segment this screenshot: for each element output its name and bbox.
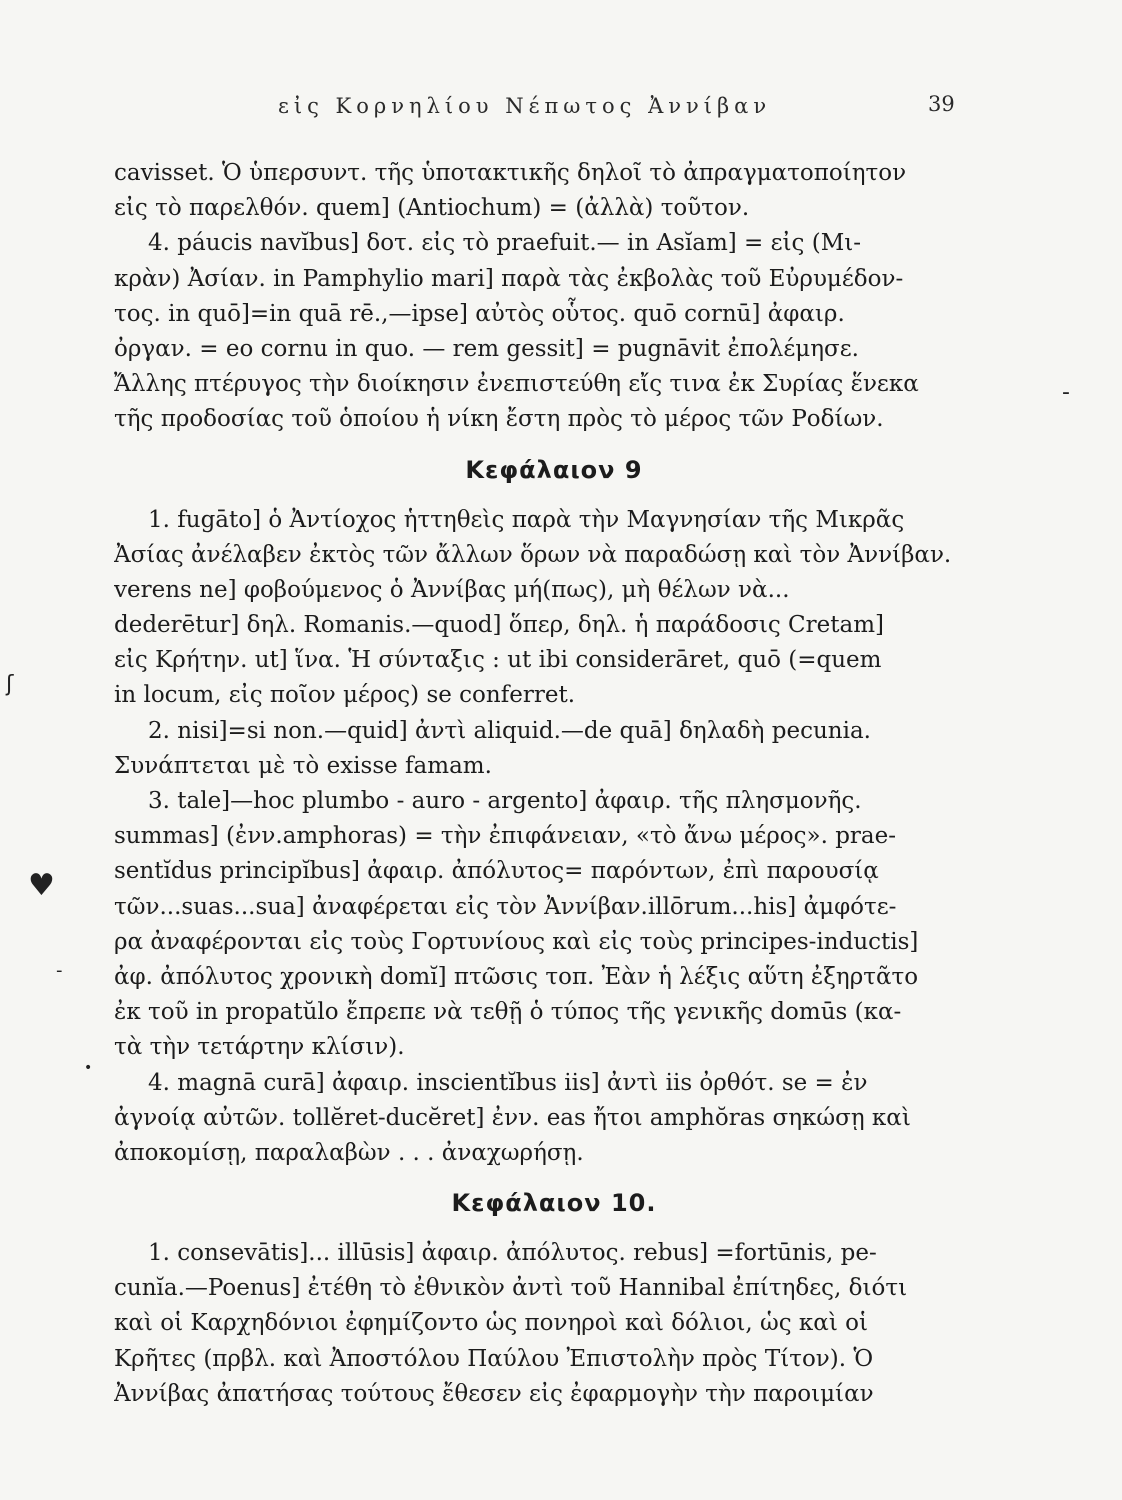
chapter-heading-10: Κεφάλαιον 10. <box>451 1189 657 1218</box>
text-line: Ἄλλης πτέρυγος τὴν διοίκησιν ἐνεπιστεύθη εἴς τινα ἐκ Συρίας ἕνεκα <box>114 371 919 398</box>
text-line: κρὰν) Ἀσίαν. in Pamphylio mari] παρὰ τὰς ἐκβολὰς τοῦ Εὐρυμέδον- <box>114 265 904 292</box>
page-number: 39 <box>928 92 955 116</box>
text-line: Συνάπτεται μὲ τὸ exisse famam. <box>114 752 492 779</box>
text-line: ἐκ τοῦ in propatŭlo ἔπρεπε νὰ τεθῇ ὁ τύπος τῆς γενικῆς domūs (κα- <box>114 999 902 1026</box>
text-line: summas] (ἐνν.amphoras) = τὴν ἐπιφάνειαν, «τὸ ἄνω μέρος». prae- <box>114 823 897 850</box>
text-line: verens ne] φοβούμενος ὁ Ἀννίβας μή(πως), μὴ θέλων νὰ... <box>114 576 790 603</box>
margin-mark-icon: ʃ <box>6 672 14 697</box>
text-line: 4. páucis navĭbus] δοτ. εἰς τὸ praefuit.— in Asĭam] = εἰς (Μι- <box>148 230 862 257</box>
text-line: cavisset. Ὁ ὑπερσυντ. τῆς ὑποτακτικῆς δηλοῖ τὸ ἀπραγματοποίητον <box>114 160 907 186</box>
text-line: ἀποκομίσῃ, παραλαβὼν . . . ἀναχωρήσῃ. <box>114 1139 584 1166</box>
text-line: καὶ οἱ Καρχηδόνιοι ἐφημίζοντο ὡς πονηροὶ καὶ δόλιοι, ὡς καὶ οἱ <box>114 1310 869 1337</box>
text-line: εἰς τὸ παρελθόν. quem] (Antiochum) = (ἀλλὰ) τοῦτον. <box>114 195 750 222</box>
spacer <box>114 1171 994 1186</box>
page-header <box>200 88 990 128</box>
margin-mark-icon: - <box>1062 380 1070 405</box>
spacer <box>114 1221 994 1236</box>
margin-mark-icon: - <box>56 960 63 981</box>
commentary-text <box>114 156 994 1412</box>
text-line: cunĭa.—Poenus] ἐτέθη τὸ ἐθνικὸν ἀντὶ τοῦ Hannibal ἐπίτηδες, διότι <box>114 1275 908 1302</box>
text-line: ρα ἀναφέρονται εἰς τοὺς Γορτυνίους καὶ εἰς τοὺς principes-inductis] <box>114 928 919 955</box>
running-title: εἰς Κορνηλίου Νέπωτος Ἀννίβαν <box>278 94 772 118</box>
text-line: ὀργαν. = eo cornu in quo. — rem gessit] = pugnāvit ἐπολέμησε. <box>114 335 859 362</box>
margin-mark-icon: ♥ <box>28 868 55 903</box>
text-line: τὰ τὴν τετάρτην κλίσιν). <box>114 1034 405 1061</box>
text-line: Ἀννίβας ἀπατήσας τούτους ἔθεσεν εἰς ἐφαρμογὴν τὴν παροιμίαν <box>114 1380 874 1407</box>
text-line: Κρῆτες (πρβλ. καὶ Ἀποστόλου Παύλου Ἐπιστολὴν πρὸς Τίτον). Ὁ <box>114 1345 874 1372</box>
text-line: 1. consevātis]... illūsis] ἀφαιρ. ἀπόλυτος. rebus] =fortūnis, pe- <box>148 1240 877 1267</box>
chapter-heading-9: Κεφάλαιον 9 <box>465 455 643 484</box>
text-line: in locum, εἰς ποῖον μέρος) se conferret. <box>114 682 575 709</box>
text-line: 3. tale]—hoc plumbo - auro - argento] ἀφαιρ. τῆς πλησμονῆς. <box>148 788 862 814</box>
text-line: 2. nisi]=si non.—quid] ἀντὶ aliquid.—de quā] δηλαδὴ pecunia. <box>148 717 871 744</box>
text-line: τῶν...suas...sua] ἀναφέρεται εἰς τὸν Ἀννίβαν.illōrum...his] ἀμφότε- <box>114 893 897 920</box>
text-line: ἀφ. ἀπόλυτος χρονικὴ domĭ] πτῶσις τοπ. Ἐὰν ἡ λέξις αὕτη ἐξηρτᾶτο <box>114 963 919 990</box>
text-line: 1. fugāto] ὁ Ἀντίοχος ἡττηθεὶς παρὰ τὴν Μαγνησίαν τῆς Μικρᾶς <box>148 506 905 533</box>
spacer <box>114 438 994 453</box>
text-line: εἰς Κρήτην. ut] ἵνα. Ἡ σύνταξις : ut ibi considerāret, quō (=quem <box>114 647 882 674</box>
text-line: τῆς προδοσίας τοῦ ὁποίου ἡ νίκη ἔστη πρὸς τὸ μέρος τῶν Ροδίων. <box>114 406 884 433</box>
text-line: dederētur] δηλ. Romanis.—quod] ὅπερ, δηλ. ἡ παράδοσις Cretam] <box>114 612 884 639</box>
text-line: Ἀσίας ἀνέλαβεν ἐκτὸς τῶν ἄλλων ὅρων νὰ παραδώσῃ καὶ τὸν Ἀννίβαν. <box>114 541 952 568</box>
margin-mark-icon: • <box>84 1060 93 1076</box>
text-line: sentĭdus principĭbus] ἀφαιρ. ἀπόλυτος= παρόντων, ἐπὶ παρουσίᾳ <box>114 858 879 885</box>
spacer <box>114 488 994 503</box>
text-line: τος. in quō]=in quā rē.,—ipse] αὐτὸς οὗτος. quō cornū] ἀφαιρ. <box>114 300 845 327</box>
text-line: ἀγνοίᾳ αὐτῶν. tollĕret-ducĕret] ἐνν. eas ἤτοι amphŏras σηκώσῃ καὶ <box>114 1104 911 1131</box>
text-line: 4. magnā curā] ἀφαιρ. inscientĭbus iis] ἀντὶ iis ὀρθότ. se = ἐν <box>148 1069 868 1096</box>
